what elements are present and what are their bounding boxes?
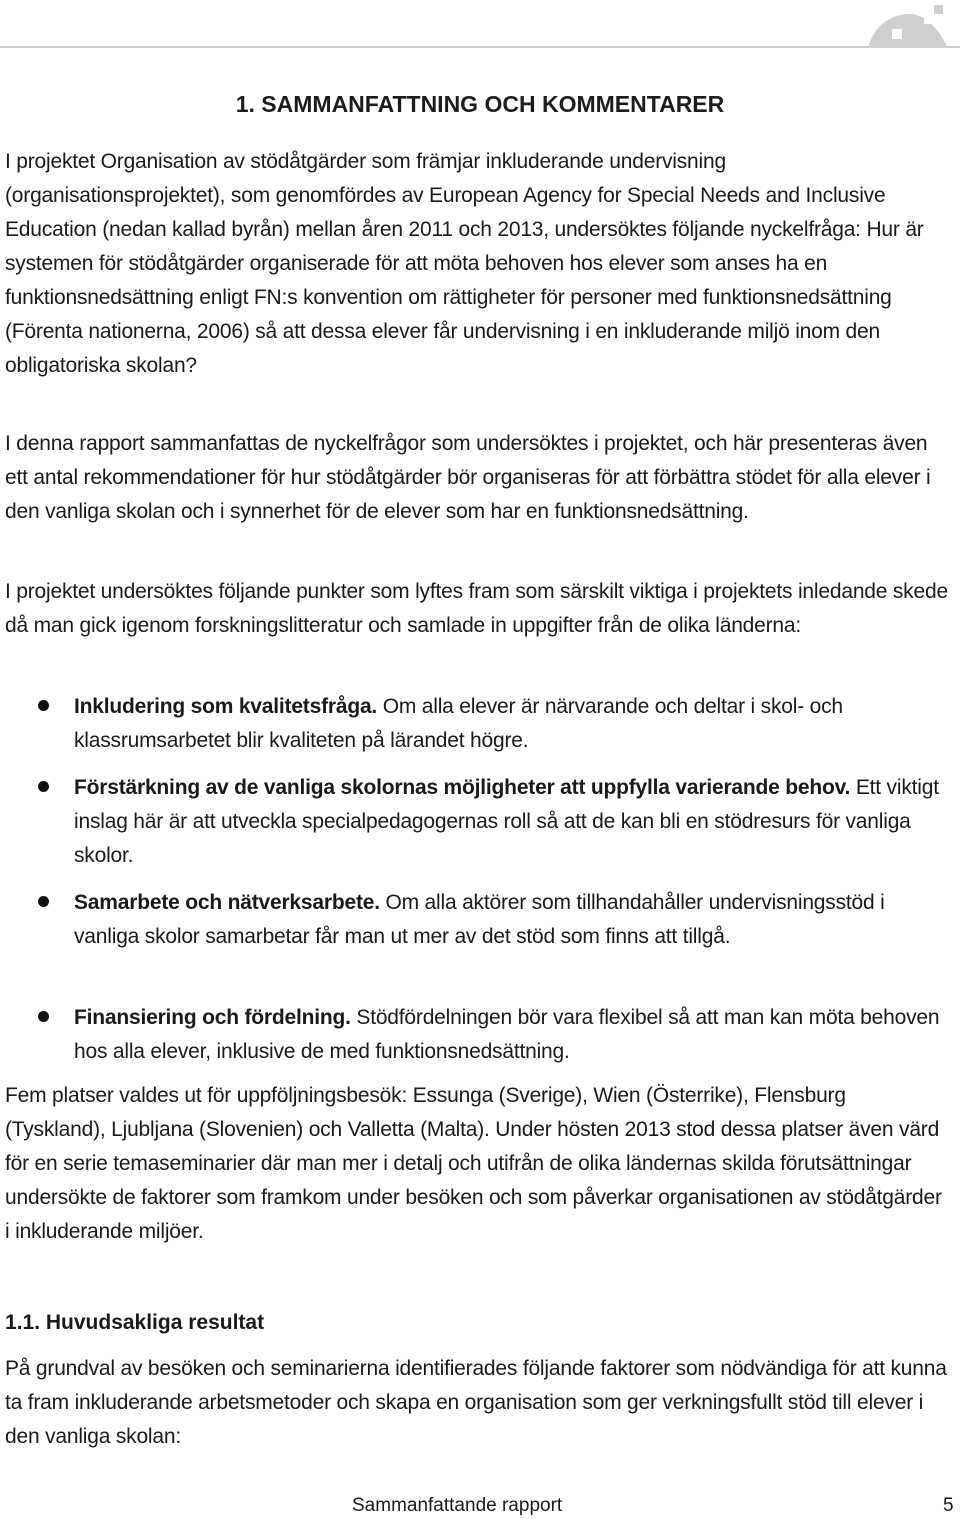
list-item-body: Om alla elever är närvarande och deltar i skol- och klassrumsarbetet blir kvaliteten på lärandet högre. xyxy=(74,695,843,752)
list-item-text xyxy=(74,886,954,954)
bullet-icon xyxy=(38,781,49,792)
report-paragraph: I denna rapport sammanfattas de nyckelfrågor som undersöktes i projektet, och här presenteras även ett antal rekommendationer för hur stödåtgärder bör organiseras för att förbättra stödet för alla elever i den vanliga skolan och i synnerhet för de elever som har en funktionsnedsättning. xyxy=(5,432,931,523)
list-item-title: Finansiering och fördelning. xyxy=(74,1006,351,1029)
footer-title: Sammanfattande rapport xyxy=(352,1495,563,1516)
bullet-icon xyxy=(38,700,49,711)
bullet-icon xyxy=(38,896,49,907)
project-paragraph: I projektet undersöktes följande punkter som lyftes fram som särskilt viktiga i projektets inledande skede då man gick igenom forskningslitteratur och samlade in uppgifter från de olika länderna: xyxy=(5,580,948,637)
list-item-body: Om alla aktörer som tillhandahåller undervisningsstöd i vanliga skolor samarbetar får man ut mer av det stöd som finns att tillgå. xyxy=(74,891,885,948)
results-paragraph: På grundval av besöken och seminarierna identifierades följande faktorer som nödvändiga för att kunna ta fram inkluderande arbetsmetoder och skapa en organisation som ger verkningsfullt stöd till elever i den vanliga skolan: xyxy=(5,1357,947,1448)
list-item-text xyxy=(74,771,954,873)
list-item-body: Stödfördelningen bör vara flexibel så att man kan möta behoven hos alla elever, inklusive de med funktionsnedsättning. xyxy=(74,1006,940,1063)
followup-paragraph: Fem platser valdes ut för uppföljningsbesök: Essunga (Sverige), Wien (Österrike), Flensburg (Tyskland), Ljubljana (Slovenien) och Valletta (Malta). Under hösten 2013 stod dessa platser även värd för en serie temaseminarier där man mer i detalj och utifrån de olika ländernas skilda förutsättningar undersökte de faktorer som framkom under besöken och som påverkar organisationen av stödåtgärder i inkluderande miljöer. xyxy=(5,1084,942,1243)
list-item-title: Inkludering som kvalitetsfråga. xyxy=(74,695,378,718)
list-item-text xyxy=(74,1001,954,1069)
list-item-title: Förstärkning av de vanliga skolornas möjligheter att uppfylla varierande behov. xyxy=(74,776,851,799)
header-rule xyxy=(0,46,960,48)
subsection-heading: 1.1. Huvudsakliga resultat xyxy=(5,1311,265,1334)
list-item-text xyxy=(74,690,954,758)
bullet-icon xyxy=(38,1011,49,1022)
intro-paragraph: I projektet Organisation av stödåtgärder som främjar inkluderande undervisning (organisationsprojektet), som genomfördes av European Agency for Special Needs and Inclusive Education (nedan kallad byrån) mellan åren 2011 och 2013, undersöktes följande nyckelfråga: Hur är systemen för stödåtgärder organiserade för att möta behoven hos elever som anses ha en funktionsnedsättning enligt FN:s konvention om rättigheter för personer med funktionsnedsättning (Förenta nationerna, 2006) så att dessa elever får undervisning i en inkluderande miljö inom den obligatoriska skolan? xyxy=(5,150,924,377)
list-item-title: Samarbete och nätverksarbete. xyxy=(74,891,380,914)
list-item-body: Ett viktigt inslag här är att utveckla specialpedagogernas roll så att de kan bli en stödresurs för vanliga skolor. xyxy=(74,776,939,867)
agency-logo-icon xyxy=(866,0,950,48)
page-number: 5 xyxy=(943,1495,954,1516)
section-heading: 1. SAMMANFATTNING OCH KOMMENTARER xyxy=(235,91,725,117)
